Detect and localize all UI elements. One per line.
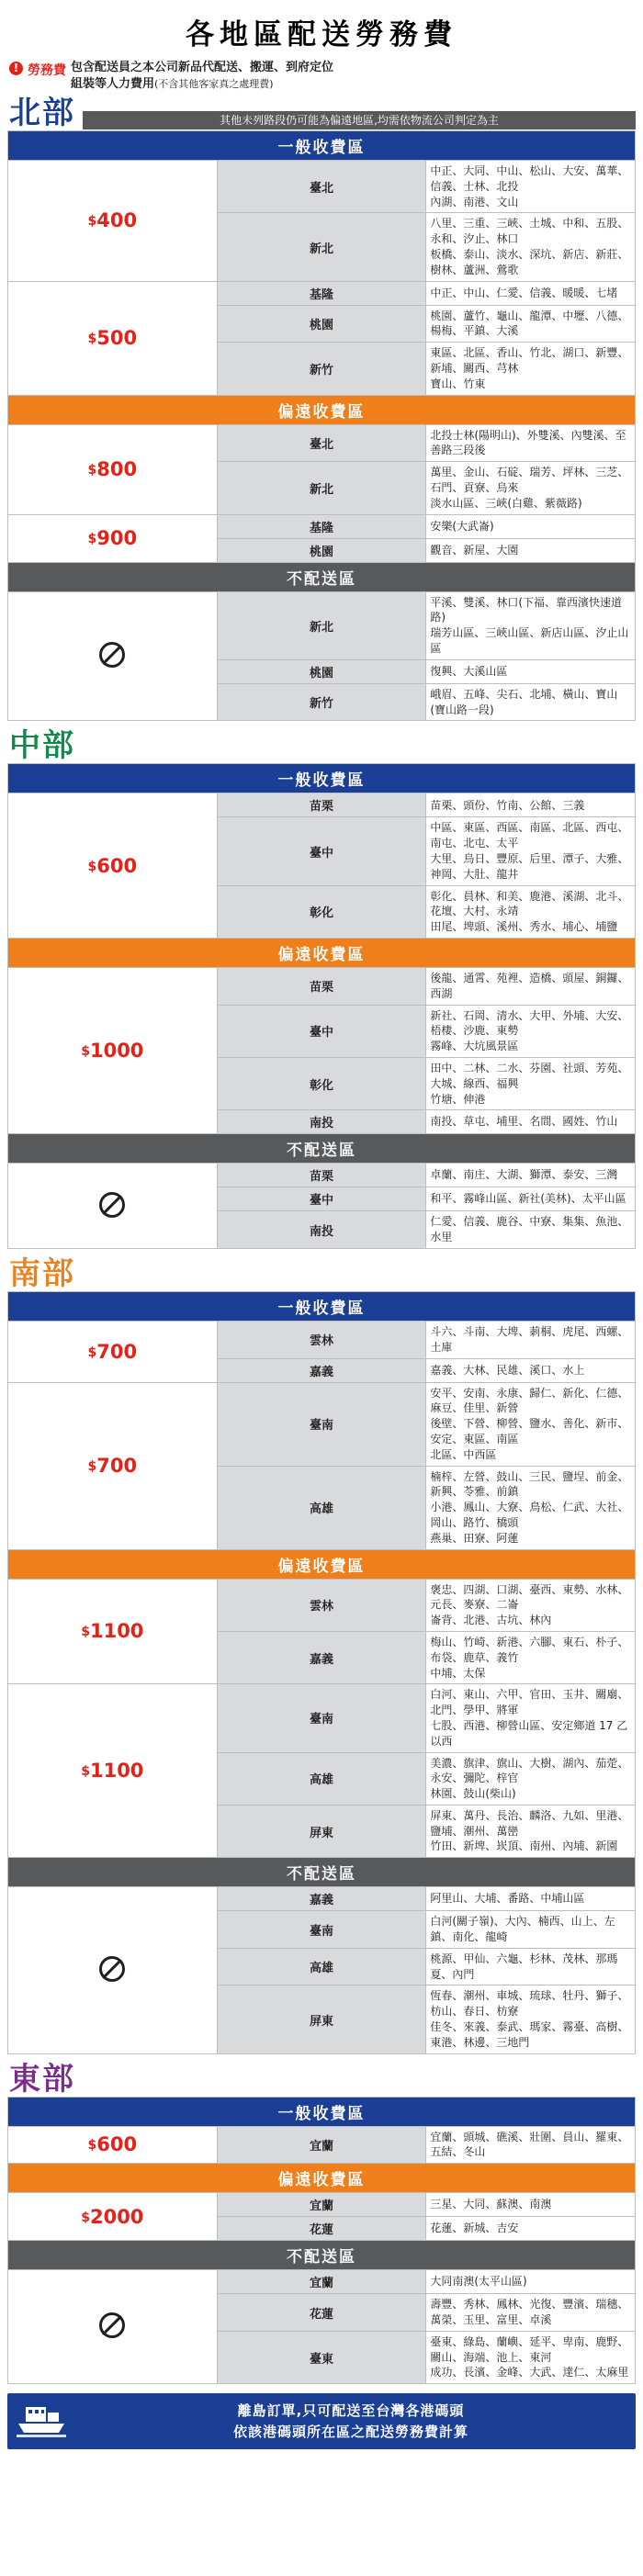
table-row [8, 1684, 636, 1752]
city-cell: 雲林 [217, 1321, 426, 1358]
fee-table [7, 763, 636, 1249]
areas-line: 桃源、甲仙、六龜、杉林、茂林、那瑪夏、內門 [430, 1952, 618, 1981]
areas-cell [426, 424, 636, 462]
city-cell: 基隆 [217, 281, 426, 305]
areas-cell [426, 1005, 636, 1057]
band-row [8, 1549, 636, 1579]
city-cell: 臺北 [217, 424, 426, 462]
areas-line: 美濃、旗津、旗山、大樹、湖內、茄萣、永安、彌陀、梓官 [430, 1756, 629, 1785]
fee-table [7, 2097, 636, 2385]
city-cell: 臺中 [217, 817, 426, 885]
areas-cell [426, 2217, 636, 2241]
areas-line: 田尾、埤頭、溪州、秀水、埔心、埔鹽 [430, 920, 618, 934]
regions-container [7, 97, 636, 2384]
table-row [8, 281, 636, 305]
areas-line: 成功、長濱、金峰、大武、達仁、太麻里 [430, 2366, 629, 2379]
price-cell: $600 [8, 793, 218, 939]
areas-line: 宜蘭、頭城、礁溪、壯圍、員山、羅東、五結、冬山 [430, 2130, 629, 2159]
areas-cell [426, 1187, 636, 1211]
areas-line: 安平、安南、永康、歸仁、新化、仁德、麻豆、佳里、新營 [430, 1386, 629, 1415]
areas-line: 安樂(大武崙) [430, 519, 494, 533]
city-cell: 桃園 [217, 305, 426, 343]
areas-line: 東區、北區、香山、竹北、湖口、新豐、新埔、關西、芎林 [430, 346, 629, 376]
areas-line: 嘉義、大林、民雄、溪口、水上 [430, 1363, 585, 1377]
areas-line: 中區、東區、西區、南區、北區、西屯、南屯、北屯、太平 [430, 821, 629, 850]
areas-line: 後龍、通霄、苑裡、造橋、頭屋、銅鑼、西湖 [430, 972, 629, 1000]
price-cell: $1000 [8, 968, 218, 1134]
areas-cell [426, 305, 636, 343]
band-label: 偏遠收費區 [8, 939, 636, 968]
table-row [8, 1887, 636, 1911]
table-row [8, 2270, 636, 2294]
page-title: 各地區配送勞務費 [186, 18, 457, 51]
region-name: 東部 [9, 2060, 75, 2098]
city-cell: 高雄 [217, 1948, 426, 1985]
fee-table [7, 130, 636, 721]
region-block [7, 97, 636, 721]
region-block [7, 1254, 636, 2054]
areas-cell [426, 1579, 636, 1631]
band-row [8, 1858, 636, 1887]
region-name: 中部 [9, 727, 75, 765]
city-cell: 桃園 [217, 538, 426, 562]
areas-line: 竹田、新埤、崁頂、南州、內埔、新園 [430, 1839, 618, 1853]
price-cell: $900 [8, 514, 218, 562]
price-cell: $1100 [8, 1579, 218, 1684]
band-label: 不配送區 [8, 1858, 636, 1887]
city-cell: 新北 [217, 591, 426, 659]
city-cell: 臺中 [217, 1005, 426, 1057]
areas-line: 林園、鼓山(柴山) [430, 1787, 516, 1801]
areas-cell [426, 1110, 636, 1134]
areas-cell [426, 2193, 636, 2217]
region-name: 北部 [9, 95, 75, 132]
service-fee-note [9, 60, 636, 92]
footer-line2: 依該港碼頭所在區之配送勞務費計算 [232, 2423, 468, 2440]
city-cell: 花蓮 [217, 2217, 426, 2241]
band-row [8, 939, 636, 968]
areas-cell [426, 2270, 636, 2294]
areas-cell [426, 1057, 636, 1109]
areas-cell [426, 1631, 636, 1683]
service-fee-line2: 組裝等人力費用(不含其他客家真之處理費) [71, 76, 274, 91]
areas-cell [426, 1211, 636, 1249]
areas-line: 彰化、員林、和美、鹿港、溪湖、北斗、花壇、大村、永靖 [430, 889, 629, 918]
table-row [8, 424, 636, 462]
areas-line: 斗六、斗南、大埤、莿桐、虎尾、西螺、土庫 [430, 1324, 629, 1354]
areas-line: 南投、草屯、埔里、名間、國姓、竹山 [430, 1115, 618, 1129]
price-cell: $500 [8, 281, 218, 395]
no-delivery-icon [8, 2270, 218, 2384]
areas-line: 屏東、萬丹、長治、麟洛、九如、里港、鹽埔、潮州、萬巒 [430, 1808, 629, 1838]
table-row [8, 591, 636, 659]
areas-line: 觀音、新屋、大園 [430, 543, 519, 557]
areas-line: 臺東、綠島、蘭嶼、延平、卑南、鹿野、關山、海端、池上、東河 [430, 2334, 629, 2364]
footer-text [75, 2401, 626, 2442]
price-cell: $700 [8, 1382, 218, 1549]
areas-line: 後壁、下營、柳營、鹽水、善化、新市、安定、東區、南區 [430, 1417, 629, 1445]
areas-line: 卓蘭、南庄、大湖、獅潭、泰安、三灣 [430, 1168, 618, 1182]
areas-cell [426, 281, 636, 305]
city-cell: 新北 [217, 213, 426, 281]
areas-line: 田中、二林、二水、芬園、社頭、芳苑、大城、線西、福興 [430, 1061, 629, 1090]
areas-line: 楠梓、左營、鼓山、三民、鹽埕、前金、新興、苓雅、前鎮 [430, 1469, 629, 1499]
city-cell: 高雄 [217, 1752, 426, 1805]
city-cell: 宜蘭 [217, 2126, 426, 2164]
table-row [8, 161, 636, 213]
band-row [8, 1134, 636, 1164]
areas-line: 苗栗、頭份、竹南、公館、三義 [430, 798, 585, 812]
city-cell: 高雄 [217, 1466, 426, 1549]
port-ship-icon [17, 2402, 66, 2442]
price-cell: $400 [8, 161, 218, 282]
areas-cell [426, 1321, 636, 1358]
band-label: 一般收費區 [8, 764, 636, 793]
areas-line: 白河(關子嶺)、大內、楠西、山上、左鎮、南化、龍崎 [430, 1915, 615, 1944]
areas-cell [426, 817, 636, 885]
prohibited-icon [99, 1192, 125, 1218]
band-row [8, 2164, 636, 2193]
areas-cell [426, 1382, 636, 1466]
areas-line: 中正、中山、仁愛、信義、暖暖、七堵 [430, 286, 618, 299]
price-cell: $1100 [8, 1684, 218, 1858]
areas-line: 北區、中西區 [430, 1447, 497, 1461]
region-subnote: 其他未列路段仍可能為偏遠地區,均需依物流公司判定為主 [83, 111, 636, 129]
band-row [8, 395, 636, 424]
band-label: 不配送區 [8, 1134, 636, 1164]
region-header [7, 1254, 636, 1292]
band-label: 不配送區 [8, 562, 636, 591]
areas-line: 褒忠、四湖、口湖、臺西、東勢、水林、元長、麥寮、二崙 [430, 1582, 629, 1612]
areas-cell [426, 591, 636, 659]
city-cell: 臺北 [217, 161, 426, 213]
city-cell: 屏東 [217, 1805, 426, 1857]
city-cell: 嘉義 [217, 1887, 426, 1911]
exclamation-icon: ! [9, 62, 23, 75]
areas-line: 新社、石岡、清水、大甲、外埔、大安、梧棲、沙鹿、東勢 [430, 1008, 629, 1038]
areas-cell [426, 968, 636, 1006]
areas-cell [426, 213, 636, 281]
areas-line: 淡水山區、三峽(白雞、紫薇路) [430, 496, 582, 510]
table-row [8, 1579, 636, 1631]
city-cell: 苗栗 [217, 793, 426, 817]
band-row [8, 131, 636, 161]
city-cell: 新竹 [217, 683, 426, 721]
prohibited-icon [99, 642, 125, 668]
areas-cell [426, 793, 636, 817]
areas-line: 八里、三重、三峽、土城、中和、五股、永和、汐止、林口 [430, 217, 629, 246]
areas-cell [426, 1164, 636, 1187]
city-cell: 新北 [217, 462, 426, 514]
band-row [8, 562, 636, 591]
city-cell: 新竹 [217, 343, 426, 395]
city-cell: 宜蘭 [217, 2270, 426, 2294]
service-fee-description [71, 60, 333, 92]
no-delivery-icon [8, 1887, 218, 2053]
city-cell: 屏東 [217, 1985, 426, 2053]
region-name: 南部 [9, 1254, 75, 1292]
city-cell: 南投 [217, 1211, 426, 1249]
city-cell: 嘉義 [217, 1631, 426, 1683]
areas-cell [426, 1948, 636, 1985]
areas-line: 霧峰、大坑風景區 [430, 1040, 519, 1053]
areas-line: 七股、西港、柳營山區、安定鄉道 17 乙 以西 [430, 1718, 628, 1748]
areas-line: 內湖、南港、文山 [430, 195, 519, 208]
band-label: 偏遠收費區 [8, 2164, 636, 2193]
areas-cell [426, 885, 636, 938]
region-header [7, 97, 636, 130]
areas-cell [426, 1684, 636, 1752]
areas-line: 竹塘、伸港 [430, 1092, 486, 1106]
areas-line: 中埔、太保 [430, 1666, 486, 1680]
table-row [8, 1321, 636, 1358]
areas-cell [426, 1985, 636, 2053]
no-delivery-icon [8, 591, 218, 721]
areas-line: 恆春、潮州、車城、琉球、牡丹、獅子、枋山、春日、枋寮 [430, 1989, 629, 2019]
areas-line: 北投士林(陽明山)、外雙溪、內雙溪、至善路三段後 [430, 428, 626, 457]
prohibited-icon [99, 2312, 125, 2338]
band-row [8, 2241, 636, 2270]
city-cell: 苗栗 [217, 1164, 426, 1187]
areas-line: 板橋、泰山、淡水、深坑、新店、新莊、樹林、蘆洲、鶯歌 [430, 248, 629, 276]
areas-cell [426, 683, 636, 721]
table-row [8, 514, 636, 538]
areas-line: 阿里山、大埔、番路、中埔山區 [430, 1892, 585, 1906]
areas-line: 和平、霧峰山區、新社(美林)、太平山區 [430, 1192, 626, 1206]
no-delivery-icon [8, 1164, 218, 1249]
service-fee-label: 勞務費 [28, 63, 66, 78]
areas-line: 萬里、金山、石碇、瑞芳、坪林、三芝、石門、貢寮、烏來 [430, 466, 629, 495]
areas-cell [426, 462, 636, 514]
areas-cell [426, 2331, 636, 2383]
table-row [8, 1382, 636, 1466]
areas-line: 三星、大同、蘇澳、南澳 [430, 2198, 552, 2211]
areas-cell [426, 2126, 636, 2164]
city-cell: 臺南 [217, 1684, 426, 1752]
areas-cell [426, 343, 636, 395]
band-row [8, 764, 636, 793]
fee-table [7, 1291, 636, 2054]
footer-line1: 離島訂單,只可配送至台灣各港碼頭 [237, 2402, 465, 2420]
areas-cell [426, 2294, 636, 2332]
price-cell: $800 [8, 424, 218, 514]
price-cell: $700 [8, 1321, 218, 1382]
region-header [7, 2060, 636, 2098]
table-row [8, 1164, 636, 1187]
areas-cell [426, 538, 636, 562]
areas-line: 復興、大溪山區 [430, 664, 508, 678]
areas-cell [426, 1911, 636, 1949]
region-block [7, 2060, 636, 2385]
prohibited-icon [99, 1956, 125, 1982]
table-row [8, 793, 636, 817]
table-row [8, 2126, 636, 2164]
areas-line: 桃園、蘆竹、龜山、龍潭、中壢、八德、楊梅、平鎮、大溪 [430, 309, 629, 338]
areas-line: 佳冬、來義、泰武、瑪家、霧臺、高樹、東港、林邊、三地門 [430, 2020, 629, 2049]
band-label: 一般收費區 [8, 131, 636, 161]
city-cell: 臺中 [217, 1187, 426, 1211]
region-header [7, 727, 636, 765]
city-cell: 苗栗 [217, 968, 426, 1006]
areas-cell [426, 1805, 636, 1857]
band-label: 一般收費區 [8, 2097, 636, 2126]
city-cell: 桃園 [217, 659, 426, 683]
city-cell: 彰化 [217, 1057, 426, 1109]
areas-line: 仁愛、信義、鹿谷、中寮、集集、魚池、水里 [430, 1215, 629, 1244]
areas-line: 峨眉、五峰、尖石、北埔、橫山、寶山(寶山路一段) [430, 687, 618, 716]
areas-line: 寶山、竹東 [430, 377, 486, 390]
band-row [8, 2097, 636, 2126]
areas-line: 花蓮、新城、吉安 [430, 2222, 519, 2235]
city-cell: 基隆 [217, 514, 426, 538]
areas-line: 白河、東山、六甲、官田、玉井、關廟、北門、學甲、將軍 [430, 1688, 629, 1717]
areas-line: 平溪、雙溪、林口(下福、靠西濱快速道路) [430, 595, 622, 624]
areas-line: 梅山、竹崎、新港、六腳、東石、朴子、布袋、鹿草、義竹 [430, 1635, 629, 1664]
price-cell: $600 [8, 2126, 218, 2164]
table-row [8, 968, 636, 1006]
band-label: 偏遠收費區 [8, 1549, 636, 1579]
areas-line: 小港、鳳山、大寮、鳥松、仁武、大社、岡山、路竹、橋頭 [430, 1501, 629, 1529]
table-row [8, 2193, 636, 2217]
areas-cell [426, 161, 636, 213]
areas-line: 大里、烏日、豐原、后里、潭子、大雅、神岡、大肚、龍井 [430, 852, 629, 881]
city-cell: 雲林 [217, 1579, 426, 1631]
areas-line: 中正、大同、中山、松山、大安、萬華、信義、士林、北投 [430, 164, 629, 193]
areas-line: 崙背、北港、古坑、林內 [430, 1614, 552, 1627]
price-cell: $2000 [8, 2193, 218, 2241]
city-cell: 臺南 [217, 1382, 426, 1466]
areas-cell [426, 1752, 636, 1805]
areas-cell [426, 1887, 636, 1911]
service-fee-line2-small: (不含其他客家真之處理費) [154, 77, 274, 90]
areas-cell [426, 514, 636, 538]
band-label: 一般收費區 [8, 1291, 636, 1321]
city-cell: 臺東 [217, 2331, 426, 2383]
city-cell: 宜蘭 [217, 2193, 426, 2217]
band-label: 偏遠收費區 [8, 395, 636, 424]
areas-line: 瑞芳山區、三峽山區、新店山區、汐止山區 [430, 626, 629, 656]
city-cell: 嘉義 [217, 1358, 426, 1382]
band-row [8, 1291, 636, 1321]
areas-line: 大同南澳(太平山區) [430, 2275, 527, 2289]
areas-line: 壽豐、秀林、鳳林、光復、豐濱、瑞穗、萬榮、玉里、富里、卓溪 [430, 2298, 629, 2327]
city-cell: 臺南 [217, 1911, 426, 1949]
city-cell: 彰化 [217, 885, 426, 938]
areas-cell [426, 659, 636, 683]
areas-line: 燕巢、田寮、阿蓮 [430, 1531, 519, 1545]
footer-banner [7, 2393, 636, 2449]
city-cell: 花蓮 [217, 2294, 426, 2332]
service-fee-line1: 包含配送員之本公司新品代配送、搬運、到府定位 [71, 61, 334, 74]
areas-cell [426, 1358, 636, 1382]
band-label: 不配送區 [8, 2241, 636, 2270]
city-cell: 南投 [217, 1110, 426, 1134]
region-block [7, 727, 636, 1249]
areas-cell [426, 1466, 636, 1549]
